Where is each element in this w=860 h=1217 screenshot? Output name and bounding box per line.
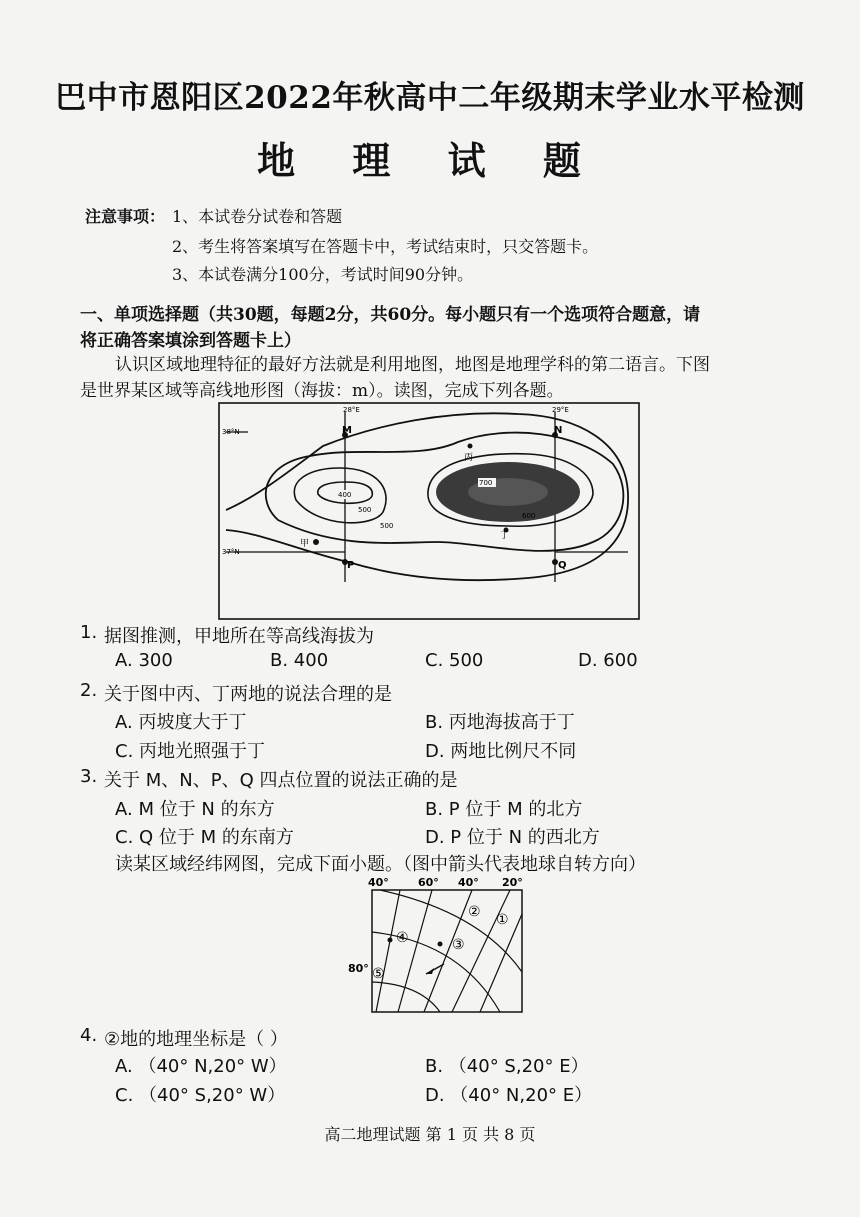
lat-label-37n: 37°N (222, 548, 240, 556)
q3-number: 3. (80, 766, 98, 787)
side-label-80: 80° (348, 962, 369, 975)
label-q: Q (558, 560, 567, 571)
point-bing-dot (468, 444, 473, 449)
q2-option-b: B. 丙地海拔高于丁 (425, 712, 575, 733)
point-jia-dot (313, 539, 319, 545)
q4-option-a: A. （40° N,20° W） (115, 1056, 287, 1077)
exam-title: 巴中市恩阳区2022年秋高中二年级期末学业水平检测 (55, 80, 805, 116)
q4-option-d: D. （40° N,20° E） (425, 1085, 593, 1106)
top-label-20: 20° (502, 876, 523, 889)
top-label-40b: 40° (458, 876, 479, 889)
notice-label: 注意事项： (85, 207, 166, 226)
contour-label-600: 600 (522, 512, 536, 520)
label-p: P (347, 560, 355, 571)
q2-option-a: A. 丙坡度大于丁 (115, 712, 247, 733)
q1-option-b: B. 400 (270, 650, 329, 671)
contour-label-500a: 500 (358, 506, 372, 514)
top-label-40a: 40° (368, 876, 389, 889)
point-2: ② (468, 904, 481, 920)
point-5: ⑤ (372, 966, 385, 982)
map-frame (219, 403, 639, 619)
label-bing: 丙 (464, 453, 474, 463)
q3-option-b: B. P 位于 M 的北方 (425, 799, 583, 820)
point-4-dot (388, 938, 393, 943)
point-1: ① (496, 912, 509, 928)
q1-option-a: A. 300 (115, 650, 173, 671)
meridian-3 (424, 890, 472, 1012)
contour-label-700: 700 (479, 479, 493, 487)
q1-option-d: D. 600 (578, 650, 638, 671)
notice-item-3: 3、本试卷满分100分，考试时间90分钟。 (172, 265, 474, 284)
lon-label-29e: 29°E (552, 406, 569, 414)
q4-stem: ②地的地理坐标是（ ） (104, 1029, 288, 1050)
top-label-60: 60° (418, 876, 439, 889)
q3-stem: 关于 M、N、P、Q 四点位置的说法正确的是 (104, 770, 458, 791)
point-3: ③ (452, 937, 465, 953)
contour-label-500b: 500 (380, 522, 394, 530)
label-m: M (342, 425, 352, 436)
q1-stem: 据图推测，甲地所在等高线海拔为 (104, 626, 374, 647)
label-jia: 甲 (300, 539, 310, 549)
contour-label-400: 400 (338, 491, 352, 499)
q2-stem: 关于图中丙、丁两地的说法合理的是 (104, 684, 392, 705)
contour-map (218, 402, 640, 620)
q1-number: 1. (80, 622, 98, 643)
q4-option-c: C. （40° S,20° W） (115, 1085, 286, 1106)
q4-option-b: B. （40° S,20° E） (425, 1056, 589, 1077)
graticule-frame (372, 890, 522, 1012)
section-heading-line1: 一、单项选择题（共30题，每题2分，共60分。每小题只有一个选项符合题意，请 (80, 305, 701, 325)
lat-arc-2 (372, 932, 500, 1012)
subject-title: 地 理 试 题 (257, 138, 603, 183)
graticule-intro: 读某区域经纬网图，完成下面小题。（图中箭头代表地球自转方向） (115, 854, 646, 875)
section-heading-line2: 将正确答案填涂到答题卡上） (80, 331, 301, 351)
label-n: N (554, 425, 563, 436)
q3-option-d: D. P 位于 N 的西北方 (425, 827, 600, 848)
notice-item-2: 2、考生将答案填写在答题卡中，考试结束时，只交答题卡。 (172, 237, 599, 256)
q3-option-a: A. M 位于 N 的东方 (115, 799, 275, 820)
q2-option-d: D. 两地比例尺不同 (425, 741, 577, 762)
lat-label-38n: 38°N (222, 428, 240, 436)
point-4: ④ (396, 930, 409, 946)
point-3-dot (438, 942, 443, 947)
intro-line1: 认识区域地理特征的最好方法就是利用地图，地图是地理学科的第二语言。下图 (115, 355, 710, 375)
lon-label-28e: 28°E (343, 406, 360, 414)
page-footer: 高二地理试题 第 1 页 共 8 页 (324, 1125, 536, 1144)
q2-number: 2. (80, 680, 98, 701)
meridian-2 (398, 890, 432, 1012)
intro-line2: 是世界某区域等高线地形图（海拔：m）。读图，完成下列各题。 (80, 381, 564, 401)
q1-option-c: C. 500 (425, 650, 484, 671)
graticule-map (340, 872, 530, 1022)
q2-option-c: C. 丙地光照强于丁 (115, 741, 266, 762)
label-ding: 丁 (500, 531, 510, 541)
notice-item-1: 1、本试卷分试卷和答题 (172, 207, 343, 226)
q3-option-c: C. Q 位于 M 的东南方 (115, 827, 294, 848)
meridian-1 (376, 890, 400, 1012)
q4-number: 4. (80, 1025, 98, 1046)
